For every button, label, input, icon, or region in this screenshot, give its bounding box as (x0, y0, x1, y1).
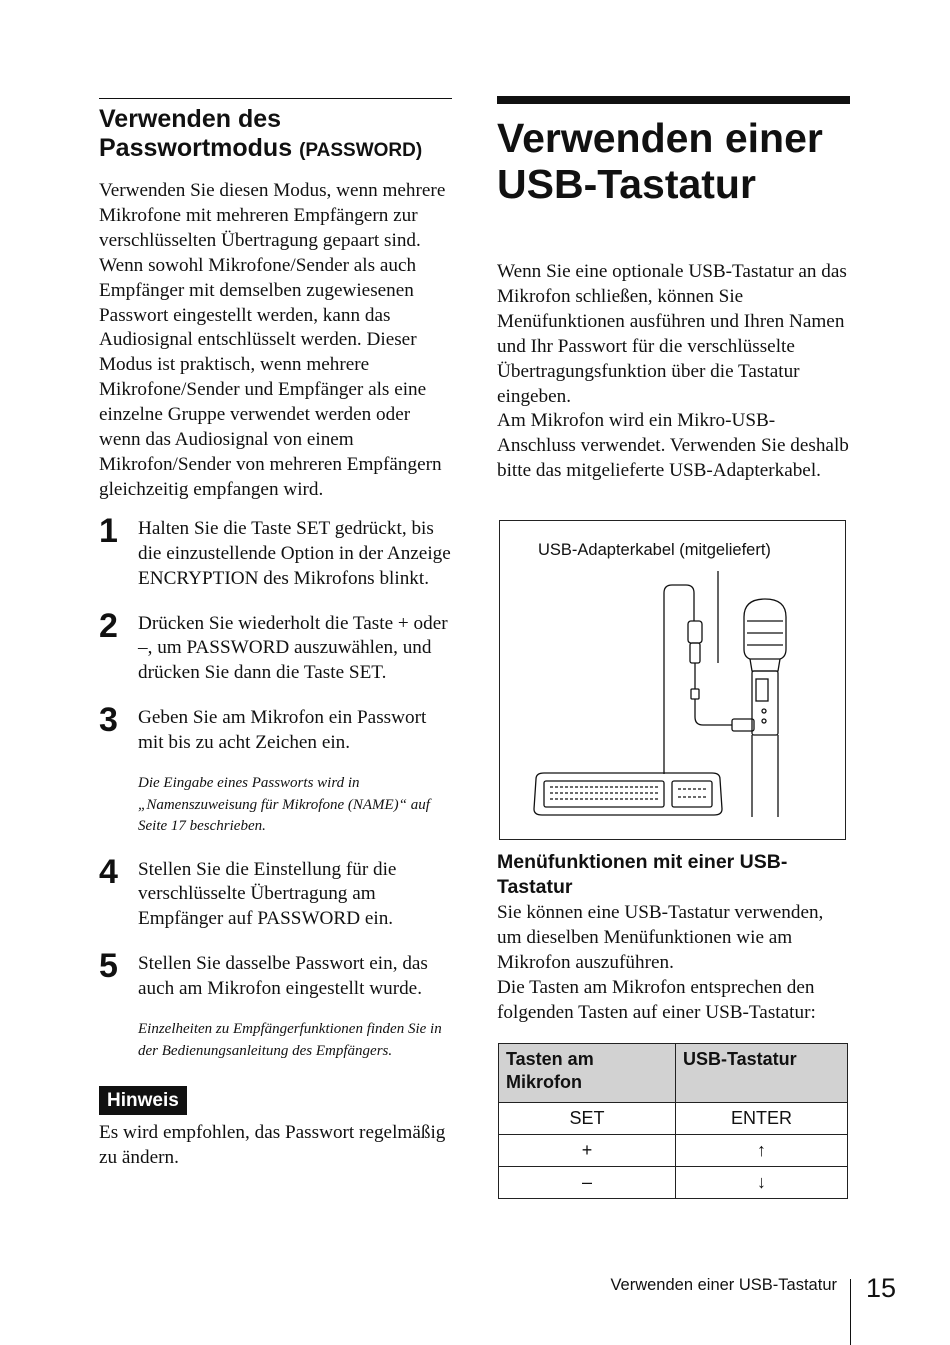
table-header-row (499, 1044, 848, 1103)
hinweis-badge: Hinweis (99, 1086, 187, 1115)
hinweis-text: Es wird empfohlen, das Passwort regelmäßig zu ändern. (99, 1122, 446, 1168)
footer-section-label: Verwenden einer USB-Tastatur (610, 1276, 837, 1294)
table-cell: SET (499, 1103, 676, 1135)
section-title-main: Verwenden des Passwortmodus (99, 105, 293, 162)
footer-divider (850, 1279, 851, 1345)
usb-intro-paragraph-1: Wenn Sie eine optionale USB-Tastatur an das Mikrofon schließen, können Sie Menüfunktionen ausführen und Ihren Namen und Ihr Passwort für die verschlüsselte Übertragungsfunktion über die Tastatur eingeben. (497, 261, 847, 407)
step-number: 4 (99, 852, 118, 891)
figure-caption: USB-Adapterkabel (mitgeliefert) (538, 541, 771, 559)
section-title (99, 105, 452, 165)
intro-paragraph-1: Verwenden Sie diesen Modus, wenn mehrere Mikrofone mit mehreren Empfängern zur verschlüsselten Übertragung gepaart sind. (99, 180, 446, 251)
usb-keyboard-microphone-illustration (500, 521, 845, 839)
step-4 (99, 852, 452, 933)
step-text: Halten Sie die Taste SET gedrückt, bis die einzustellende Option in der Anzeige ENCRYPTION des Mikrofons blinkt. (138, 517, 451, 589)
table-header-cell: Tasten am Mikrofon (499, 1044, 676, 1103)
table-cell: ↑ (676, 1135, 848, 1167)
step-5 (99, 947, 452, 1002)
usb-intro-paragraph-2: Am Mikrofon wird ein Mikro-USB-Anschluss verwendet. Verwenden Sie deshalb bitte das mitgelieferte USB-Adapterkabel. (497, 410, 849, 482)
section-title-suffix: (PASSWORD) (299, 140, 423, 161)
table-row (499, 1135, 848, 1167)
table-cell: ENTER (676, 1103, 848, 1135)
step-text: Drücken Sie wiederholt die Taste + oder –, um PASSWORD auszuwählen, und drücken Sie dann die Taste SET. (138, 612, 448, 684)
table-cell: + (499, 1135, 676, 1167)
table-cell: ↓ (676, 1167, 848, 1199)
table-row (499, 1103, 848, 1135)
step-3-note: Die Eingabe eines Passworts wird in „Namenszuweisung für Mikrofone (NAME)“ auf Seite 17 beschrieben. (138, 775, 430, 835)
page-number: 15 (866, 1273, 897, 1303)
step-3 (99, 701, 452, 756)
step-text: Stellen Sie die Einstellung für die verschlüsselte Übertragung am Empfänger auf PASSWORD ein. (138, 858, 397, 930)
step-number: 1 (99, 511, 118, 550)
key-mapping-table (498, 1043, 848, 1199)
step-number: 3 (99, 701, 118, 740)
table-row (499, 1167, 848, 1199)
subsection-title: Menüfunktionen mit einer USB-Tastatur (497, 851, 788, 898)
step-text: Stellen Sie dasselbe Passwort ein, das auch am Mikrofon eingestellt wurde. (138, 953, 428, 1000)
step-2 (99, 606, 452, 687)
right-column (497, 96, 850, 484)
usb-menu-subsection (497, 850, 850, 1026)
table-header-cell: USB-Tastatur (676, 1044, 848, 1103)
usb-connection-figure (499, 520, 846, 840)
step-number: 5 (99, 947, 118, 986)
title-rule (497, 96, 850, 104)
section-rule (99, 98, 452, 99)
step-1 (99, 511, 452, 592)
table-cell: – (499, 1167, 676, 1199)
subsection-paragraph-2: Die Tasten am Mikrofon entsprechen den folgenden Tasten auf einer USB-Tastatur: (497, 976, 816, 1023)
step-number: 2 (99, 606, 118, 645)
page-title: Verwenden einer USB-Tastatur (497, 115, 823, 207)
left-column (99, 98, 452, 1171)
intro-paragraph-2: Wenn sowohl Mikrofone/Sender als auch Empfänger mit demselben zugewiesenen Passwort eingestellt werden, kann das Audiosignal entschlüsselt werden. Dieser Modus ist praktisch, wenn mehrere Mikrofone/Sender und Empfänger als eine einzelne Gruppe verwendet werden oder wenn das Audiosignal von einem Mikrofon/Sender von mehreren Empfängern gleichzeitig empfangen wird. (99, 254, 442, 500)
subsection-paragraph-1: Sie können eine USB-Tastatur verwenden, um dieselben Menüfunktionen wie am Mikrofon auszuführen. (497, 902, 824, 973)
step-5-note: Einzelheiten zu Empfängerfunktionen finden Sie in der Bedienungsanleitung des Empfängers. (138, 1021, 442, 1059)
step-text: Geben Sie am Mikrofon ein Passwort mit bis zu acht Zeichen ein. (138, 707, 427, 754)
